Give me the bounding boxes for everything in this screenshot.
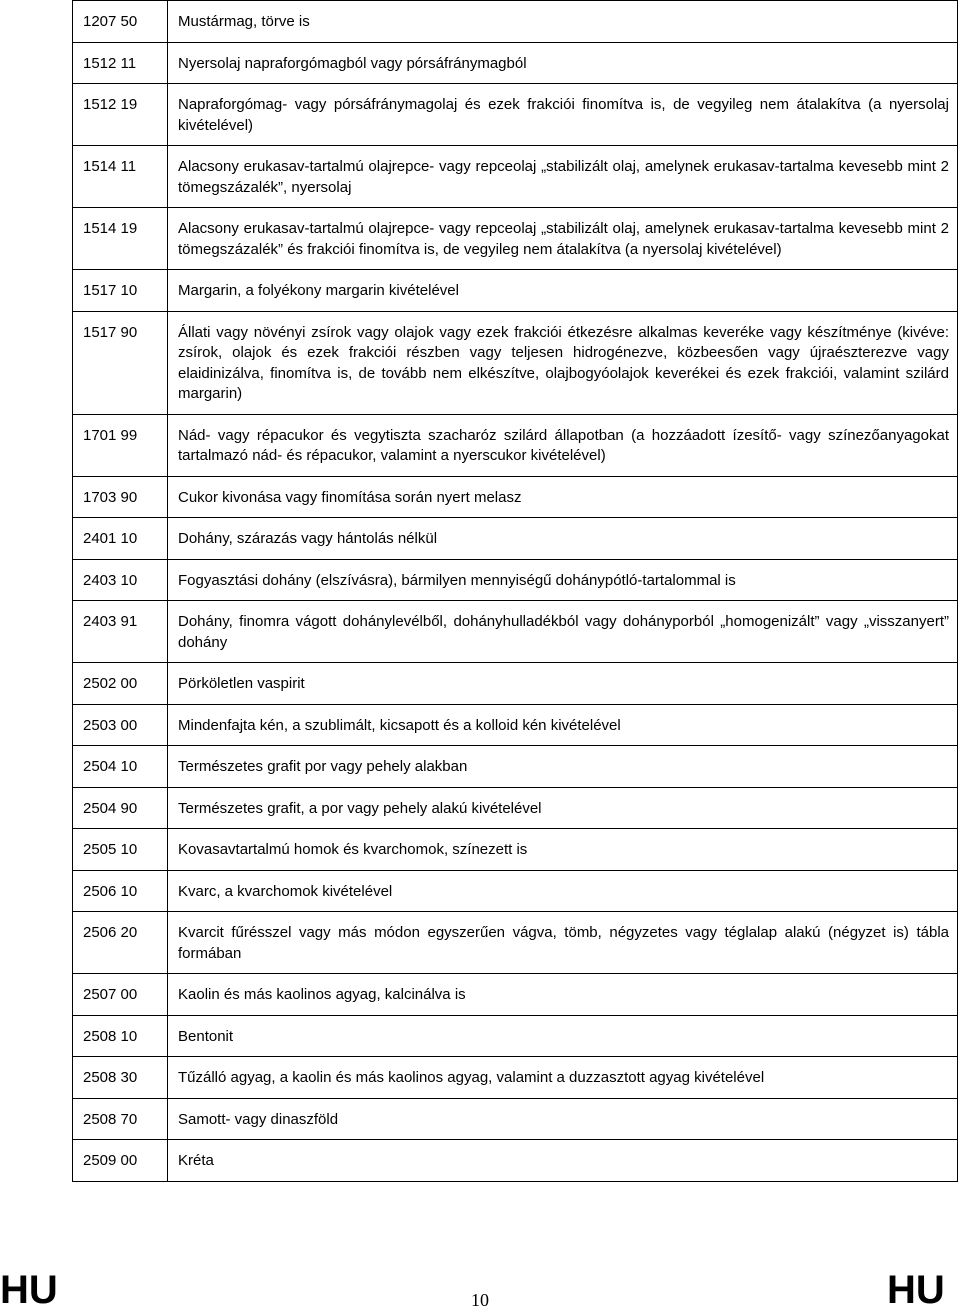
table-row — [73, 829, 958, 871]
cn-code-cell: 1514 11 — [73, 146, 168, 208]
table-row — [73, 1057, 958, 1099]
cn-code-cell: 2506 20 — [73, 912, 168, 974]
table-row — [73, 746, 958, 788]
table-row — [73, 476, 958, 518]
table-row — [73, 559, 958, 601]
cn-code-cell: 2502 00 — [73, 663, 168, 705]
description-cell: Nyersolaj napraforgómagból vagy pórsáfránymagból — [168, 42, 958, 84]
cn-code-cell: 2508 10 — [73, 1015, 168, 1057]
footer-language-left: HU — [0, 1268, 58, 1312]
table-row — [73, 787, 958, 829]
cn-code-cell: 1514 19 — [73, 208, 168, 270]
cn-code-cell: 1517 10 — [73, 270, 168, 312]
table-row — [73, 42, 958, 84]
table-row — [73, 912, 958, 974]
description-cell: Dohány, szárazás vagy hántolás nélkül — [168, 518, 958, 560]
table-row — [73, 84, 958, 146]
cn-code-cell: 2508 30 — [73, 1057, 168, 1099]
description-cell: Samott- vagy dinaszföld — [168, 1098, 958, 1140]
cn-code-cell: 2403 91 — [73, 601, 168, 663]
table-row — [73, 974, 958, 1016]
page-number: 10 — [471, 1290, 489, 1310]
description-cell: Dohány, finomra vágott dohánylevélből, dohányhulladékból vagy dohányporból „homogenizált” vagy „visszanyert” dohány — [168, 601, 958, 663]
description-cell: Kovasavtartalmú homok és kvarchomok, színezett is — [168, 829, 958, 871]
cn-code-cell: 1512 11 — [73, 42, 168, 84]
cn-code-cell: 1701 99 — [73, 414, 168, 476]
description-cell: Bentonit — [168, 1015, 958, 1057]
table-row — [73, 1015, 958, 1057]
cn-code-cell: 2509 00 — [73, 1140, 168, 1182]
cn-code-cell: 2504 90 — [73, 787, 168, 829]
description-cell: Fogyasztási dohány (elszívásra), bármilyen mennyiségű dohánypótló-tartalommal is — [168, 559, 958, 601]
description-cell: Kvarcit fűrésszel vagy más módon egyszerűen vágva, tömb, négyzetes vagy téglalap alakú (négyzet is) tábla formában — [168, 912, 958, 974]
description-cell: Margarin, a folyékony margarin kivételével — [168, 270, 958, 312]
table-row — [73, 311, 958, 414]
description-cell: Tűzálló agyag, a kaolin és más kaolinos agyag, valamint a duzzasztott agyag kivételével — [168, 1057, 958, 1099]
table-row — [73, 601, 958, 663]
description-cell: Pörköletlen vaspirit — [168, 663, 958, 705]
cn-code-cell: 1207 50 — [73, 1, 168, 43]
table-row — [73, 1, 958, 43]
cn-code-cell: 2503 00 — [73, 704, 168, 746]
description-cell: Kvarc, a kvarchomok kivételével — [168, 870, 958, 912]
description-cell: Kaolin és más kaolinos agyag, kalcinálva is — [168, 974, 958, 1016]
table-row — [73, 208, 958, 270]
description-cell: Természetes grafit, a por vagy pehely alakú kivételével — [168, 787, 958, 829]
description-cell: Nád- vagy répacukor és vegytiszta szacharóz szilárd állapotban (a hozzáadott ízesítő- vagy színezőanyagokat tartalmazó nád- és répacukor, valamint a nyerscukor kivételével) — [168, 414, 958, 476]
table-row — [73, 414, 958, 476]
table-row — [73, 663, 958, 705]
description-cell: Mustármag, törve is — [168, 1, 958, 43]
description-cell: Napraforgómag- vagy pórsáfránymagolaj és ezek frakciói finomítva is, de vegyileg nem átalakítva (a nyersolaj kivételével) — [168, 84, 958, 146]
table-row — [73, 146, 958, 208]
cn-code-cell: 2505 10 — [73, 829, 168, 871]
footer-language-right: HU — [887, 1268, 945, 1312]
cn-code-cell: 1703 90 — [73, 476, 168, 518]
cn-code-cell: 2508 70 — [73, 1098, 168, 1140]
table-row — [73, 704, 958, 746]
description-cell: Alacsony erukasav-tartalmú olajrepce- vagy repceolaj „stabilizált olaj, amelynek erukasav-tartalma kevesebb mint 2 tömegszázalék” és frakciói finomítva is, de vegyileg nem átalakítva (a nyersolaj kivételével) — [168, 208, 958, 270]
description-cell: Kréta — [168, 1140, 958, 1182]
cn-code-cell: 1517 90 — [73, 311, 168, 414]
description-cell: Cukor kivonása vagy finomítása során nyert melasz — [168, 476, 958, 518]
description-cell: Alacsony erukasav-tartalmú olajrepce- vagy repceolaj „stabilizált olaj, amelynek erukasav-tartalma kevesebb mint 2 tömegszázalék”, nyersolaj — [168, 146, 958, 208]
table-row — [73, 1098, 958, 1140]
table-body — [73, 1, 958, 1182]
description-cell: Állati vagy növényi zsírok vagy olajok vagy ezek frakciói étkezésre alkalmas keveréke vagy készítménye (kivéve: zsírok, olajok és ezek frakciói részben vagy teljesen hidrogénezve, közbeesően vagy újraészterezve vagy elaidinizálva, finomítva is, de tovább nem elkészítve, olajbogyóolajok keverékei és ezek frakciói, valamint szilárd margarin) — [168, 311, 958, 414]
cn-code-cell: 1512 19 — [73, 84, 168, 146]
cn-code-cell: 2507 00 — [73, 974, 168, 1016]
cn-code-cell: 2504 10 — [73, 746, 168, 788]
cn-code-table — [72, 0, 958, 1182]
table-row — [73, 270, 958, 312]
cn-code-cell: 2403 10 — [73, 559, 168, 601]
table-row — [73, 870, 958, 912]
description-cell: Természetes grafit por vagy pehely alakban — [168, 746, 958, 788]
table-row — [73, 518, 958, 560]
table-row — [73, 1140, 958, 1182]
cn-code-cell: 2401 10 — [73, 518, 168, 560]
cn-code-table-container — [72, 0, 958, 1182]
cn-code-cell: 2506 10 — [73, 870, 168, 912]
description-cell: Mindenfajta kén, a szublimált, kicsapott és a kolloid kén kivételével — [168, 704, 958, 746]
